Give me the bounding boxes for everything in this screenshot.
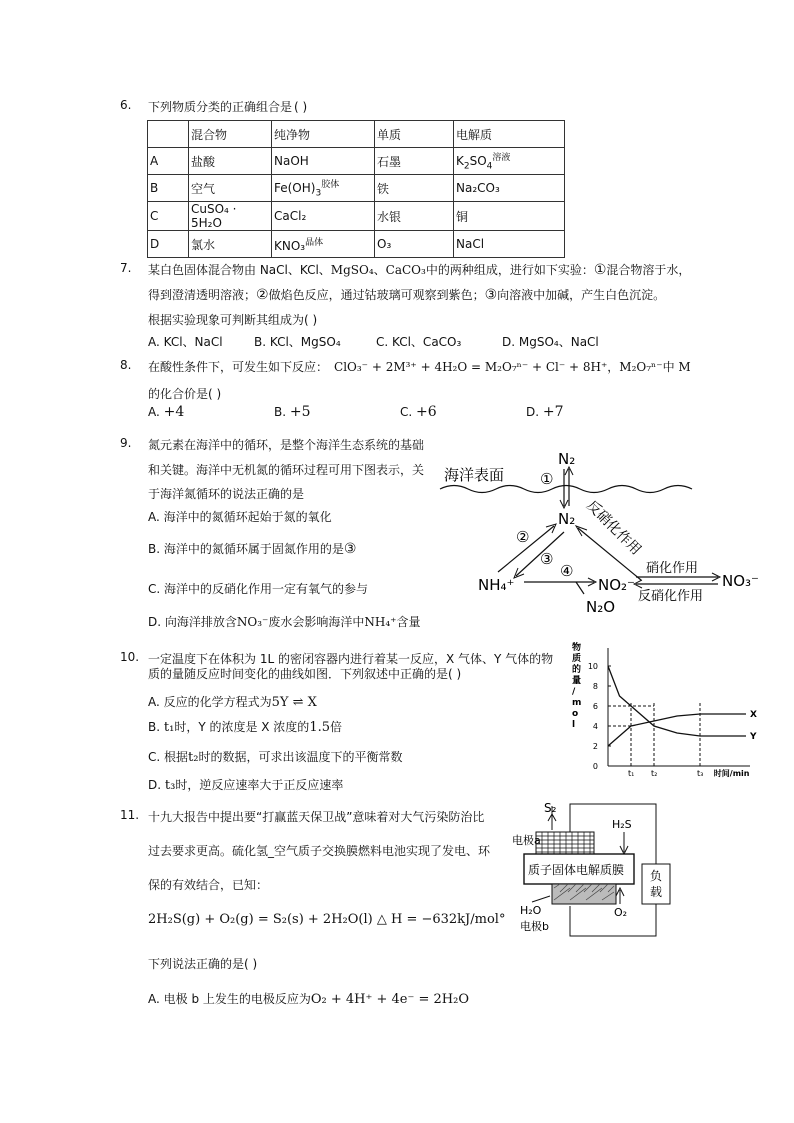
q10-option-b[interactable]: B. t₁时，Y 的浓度是 X 浓度的1.5倍 [148,720,343,735]
q11-equation: 2H₂S(g) + O₂(g) = S₂(s) + 2H₂O(l) △ H = −632kJ/mol° [148,912,506,927]
table-cell: C [148,202,189,231]
q11-line2: 过去要求更高。硫化氢_空气质子交换膜燃料电池实现了发电、环 [148,844,491,858]
table-cell: A [148,148,189,175]
table-cell: 铁 [375,175,454,202]
electrode-b-label: 电极b [520,920,549,933]
q11-line3: 保的有效结合，已知： [148,878,269,892]
table-row [148,202,565,231]
denitrification-label-1: 反硝化作用 [583,497,644,559]
table-cell: 电解质 [454,121,565,148]
denitrification-label-2: 反硝化作用 [638,589,704,604]
q7-option-d[interactable]: D. MgSO₄、NaCl [502,335,599,349]
table-cell: NaOH [272,148,375,175]
table-row [148,148,565,175]
o2-label: O₂ [614,906,628,919]
y-tick-label: 10 [587,662,598,671]
load-label-1: 负 [650,869,663,883]
circle-4: ④ [560,562,574,580]
q7-number: 7. [120,261,132,275]
table-cell: Na₂CO₃ [454,175,565,202]
q10-number: 10. [120,650,140,664]
circuit-wire-bottom [570,904,656,936]
y-axis-label-char: m [572,698,582,708]
table-cell: NaCl [454,231,565,258]
q6-table [147,120,565,258]
q7-option-a[interactable]: A. KCl、NaCl [148,335,223,349]
q8-option-c[interactable]: C. +6 [400,404,437,420]
q7-line2: 得到澄清透明溶液；②做焰色反应，通过钴玻璃可观察到紫色；③向溶液中加碱，产生白色沉淀。 [148,287,666,303]
q10-line1: 一定温度下在体积为 1L 的密闭容器内进行着某一反应，X 气体、Y 气体的物 [148,652,554,666]
no3-label: NO₃⁻ [722,572,759,590]
x-tick-label: t₃ [697,769,704,778]
table-cell [148,121,189,148]
table-cell: $K_2SO_4^{溶液}$ [454,148,565,175]
q9-option-c[interactable]: C. 海洋中的反硝化作用一定有氧气的参与 [148,582,369,596]
q10-option-d[interactable]: D. t₃时，逆反应速率大于正反应速率 [148,778,344,793]
y-axis-label-char: / [572,687,576,697]
series-line-X [608,714,746,746]
n2o-label: N₂O [586,598,616,616]
q10-line2: 质的量随反应时间变化的曲线如图．下列叙述中正确的是( ) [148,667,462,681]
q7-line1: 某白色固体混合物由 NaCl、KCl、MgSO₄、CaCO₃中的两种组成，进行如下实验：①混合物溶于水， [148,262,691,278]
load-label-2: 载 [650,885,663,899]
circle-1: ① [540,470,554,488]
q11-line5: 下列说法正确的是( ) [148,957,258,971]
q8-option-b[interactable]: B. +5 [274,404,311,420]
table-cell: 纯净物 [272,121,375,148]
y-tick-label: 4 [592,722,598,731]
wave-line [440,486,692,493]
table-row [148,231,565,258]
y-axis-label-char: 量 [572,676,582,686]
table-cell: 混合物 [189,121,272,148]
q6-number: 6. [120,98,132,112]
y-axis-label-char: 质 [572,654,582,664]
table-header-row [148,121,565,148]
y-axis-label-char: 的 [572,665,582,675]
fuel-cell-diagram [510,796,670,938]
nitrogen-cycle-diagram [436,444,762,620]
q7-option-b[interactable]: B. KCl、MgSO₄ [254,335,341,349]
q9-option-d[interactable]: D. 向海洋排放含NO₃⁻废水会影响海洋中NH₄⁺含量 [148,615,421,629]
s2-label: S₂ [544,801,557,815]
q10-option-c[interactable]: C. 根据t₂时的数据，可求出该温度下的平衡常数 [148,750,403,765]
y-tick-label: 2 [592,742,598,751]
q11-line1: 十九大报告中提出要“打赢蓝天保卫战”意味着对大气污染防治比 [148,810,485,824]
h2s-label: H₂S [612,818,632,831]
y-axis-label-char: o [572,709,579,719]
circle-3: ③ [540,550,554,568]
h2o-label: H₂O [520,904,542,917]
table-cell: 石墨 [375,148,454,175]
nh4-label: NH₄⁺ [478,576,515,594]
n2-mid-label: N₂ [558,510,576,528]
y-tick-label: 6 [592,702,598,711]
electrode-a [536,832,594,854]
table-cell: $Fe(OH)_3^{胶体}$ [272,175,375,202]
q8-option-a[interactable]: A. +4 [148,404,185,420]
table-cell: 水银 [375,202,454,231]
y-tick-label: 8 [592,682,598,691]
q11-number: 11. [120,808,140,822]
table-cell: 氯水 [189,231,272,258]
q8-line2: 的化合价是( ) [148,387,222,401]
table-cell: 单质 [375,121,454,148]
ocean-surface-label: 海洋表面 [444,466,505,484]
y-tick-label: 0 [592,762,598,771]
x-tick-label: t₂ [651,769,658,778]
table-cell: CuSO₄ · 5H₂O [189,202,272,231]
table-row [148,175,565,202]
q7-option-c[interactable]: C. KCl、CaCO₃ [376,335,462,349]
table-cell: KNO₃$^{晶体}$ [272,231,375,258]
q9-line3: 于海洋氮循环的说法正确的是 [148,487,305,501]
nitrification-label: 硝化作用 [646,561,699,576]
table-cell: CaCl₂ [272,202,375,231]
x-tick-label: t₁ [628,769,635,778]
q6-stem: 下列物质分类的正确组合是 ( ) [148,100,308,114]
q8-option-d[interactable]: D. +7 [526,404,564,420]
table-cell: D [148,231,189,258]
circle-2: ② [516,528,530,546]
q9-option-b[interactable]: B. 海洋中的氮循环属于固氮作用的是③ [148,541,357,557]
series-label-Y: Y [750,732,757,742]
table-cell: O₃ [375,231,454,258]
table-cell: 盐酸 [189,148,272,175]
q8-line1: 在酸性条件下，可发生如下反应： ClO₃⁻ + 2M³⁺ + 4H₂O = M₂O₇ⁿ⁻ + Cl⁻ + 8H⁺，M₂O₇ⁿ⁻中 M [148,360,691,374]
q10-option-a[interactable]: A. 反应的化学方程式为5Y ⇌ X [148,695,317,710]
q9-number: 9. [120,436,132,450]
table-cell: 铜 [454,202,565,231]
arrow-h2o [532,896,550,902]
q11-option-a[interactable]: A. 电极 b 上发生的电极反应为O₂ + 4H⁺ + 4e⁻ = 2H₂O [148,992,469,1007]
q8-number: 8. [120,358,132,372]
x-axis-label: 时间/min [713,769,750,778]
y-axis-label-char: 物 [572,643,582,653]
series-label-X: X [750,710,757,720]
q9-line2: 和关键。海洋中无机氮的循环过程可用下图表示，关 [148,463,425,477]
arrow-n2o [576,582,584,594]
no2-label: NO₂⁻ [598,576,635,594]
table-cell: B [148,175,189,202]
table-cell: 空气 [189,175,272,202]
n2-top-label: N₂ [558,450,576,468]
mole-time-chart [568,642,757,778]
q9-option-a[interactable]: A. 海洋中的氮循环起始于氮的氧化 [148,510,332,524]
q7-line3: 根据实验现象可判断其组成为( ) [148,313,318,327]
q9-line1: 氮元素在海洋中的循环，是整个海洋生态系统的基础 [148,438,425,452]
membrane-label: 质子固体电解质膜 [528,863,625,877]
y-axis-label-char: l [572,720,576,730]
electrode-a-label: 电极a [512,834,541,847]
